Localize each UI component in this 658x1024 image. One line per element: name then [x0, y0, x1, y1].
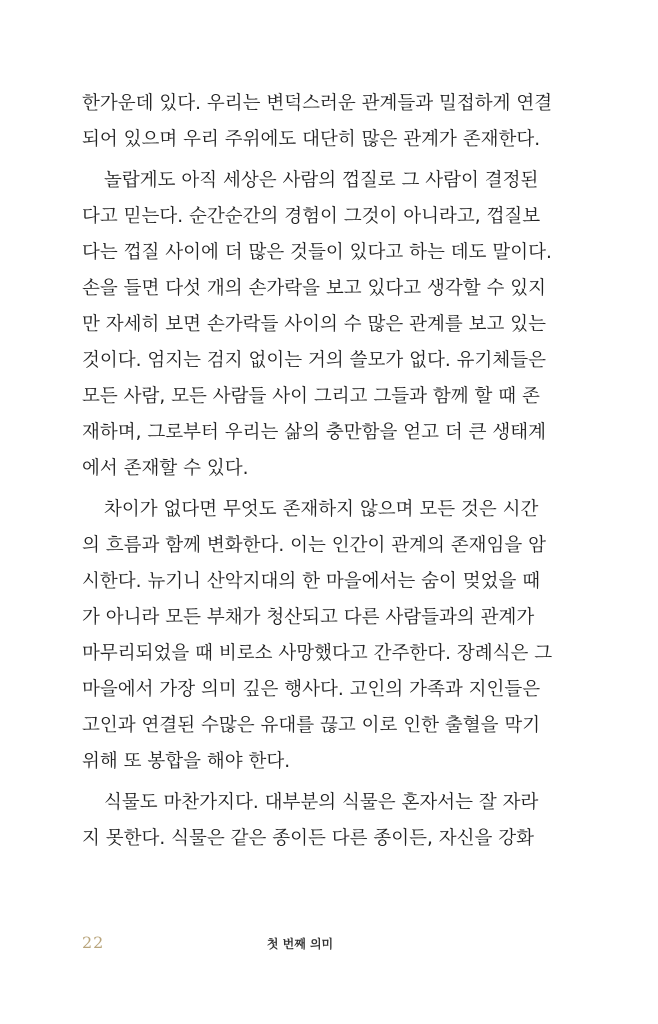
text-line: 마을에서 가장 의미 깊은 행사다. 고인의 가족과 지인들은 [82, 679, 541, 700]
text-line: 의 흐름과 함께 변화한다. 이는 인간이 관계의 존재임을 암 [82, 535, 546, 556]
text-line: 식물도 마찬가지다. 대부분의 식물은 혼자서는 잘 자라 [104, 792, 539, 813]
text-line: 마무리되었을 때 비로소 사망했다고 간주한다. 장례식은 그 [82, 643, 553, 664]
text-line: 에서 존재할 수 있다. [82, 458, 249, 479]
page-number: 22 [82, 933, 105, 952]
text-line: 다고 믿는다. 순간순간의 경험이 그것이 아니라고, 껍질보 [82, 206, 541, 227]
paragraph [82, 785, 539, 857]
text-line: 가 아니라 모든 부채가 청산되고 다른 사람들과의 관계가 [82, 607, 535, 628]
body-text [82, 86, 553, 862]
text-line: 모든 사람, 모든 사람들 사이 그리고 그들과 함께 할 때 존 [82, 386, 540, 407]
paragraph [82, 86, 553, 158]
running-title: 첫 번째 의미 [266, 937, 334, 951]
text-line: 지 못한다. 식물은 같은 종이든 다른 종이든, 자신을 강화 [82, 828, 534, 849]
paragraph [82, 492, 553, 780]
text-line: 되어 있으며 우리 주위에도 대단히 많은 관계가 존재한다. [82, 129, 541, 150]
text-line: 위해 또 봉합을 해야 한다. [82, 751, 291, 772]
text-line: 시한다. 뉴기니 산악지대의 한 마을에서는 숨이 멎었을 때 [82, 571, 541, 592]
text-line: 놀랍게도 아직 세상은 사람의 껍질로 그 사람이 결정된 [104, 170, 539, 191]
text-line: 손을 들면 다섯 개의 손가락을 보고 있다고 생각할 수 있지 [82, 278, 546, 299]
text-line: 차이가 없다면 무엇도 존재하지 않으며 모든 것은 시간 [104, 499, 539, 520]
text-line: 고인과 연결된 수많은 유대를 끊고 이로 인한 출혈을 막기 [82, 715, 541, 736]
paragraph [82, 163, 552, 487]
text-line: 만 자세히 보면 손가락들 사이의 수 많은 관계를 보고 있는 [82, 314, 546, 335]
text-line: 것이다. 엄지는 검지 없이는 거의 쓸모가 없다. 유기체들은 [82, 350, 546, 371]
text-line: 재하며, 그로부터 우리는 삶의 충만함을 얻고 더 큰 생태계 [82, 422, 546, 443]
text-line: 한가운데 있다. 우리는 변덕스러운 관계들과 밀접하게 연결 [82, 93, 553, 114]
text-line: 다는 껍질 사이에 더 많은 것들이 있다고 하는 데도 말이다. [82, 242, 552, 263]
